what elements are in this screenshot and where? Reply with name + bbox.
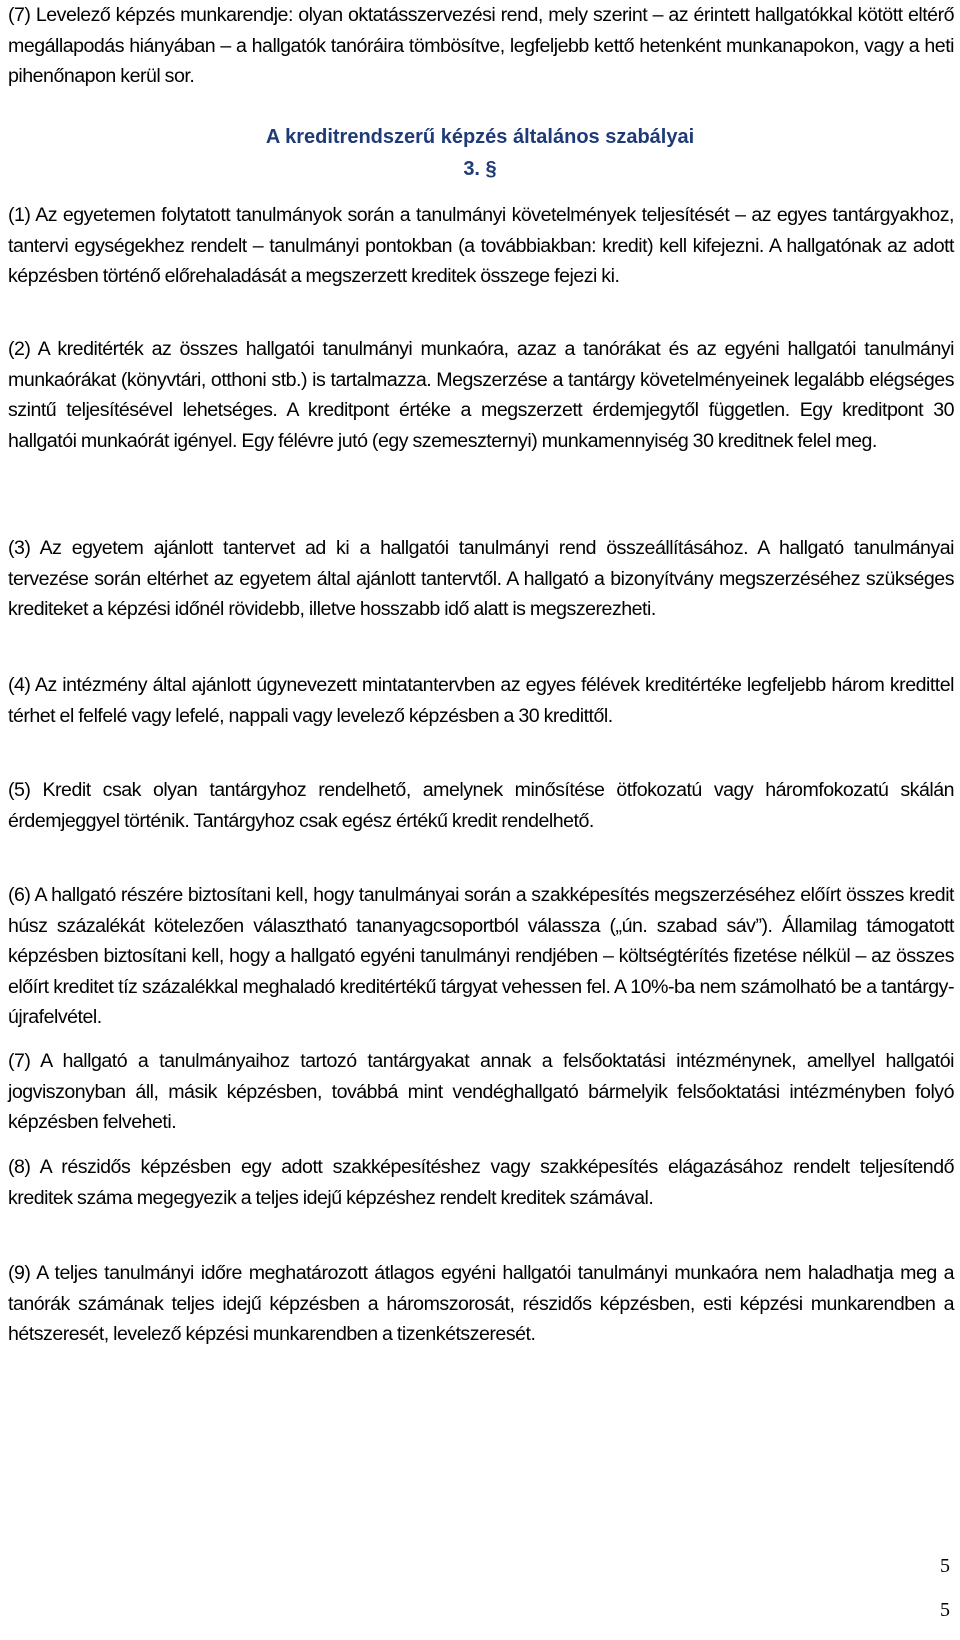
paragraph-8: (8) A részidős képzésben egy adott szakképesítéshez vagy szakképesítés elágazásához rendelt teljesítendő kreditek száma megegyezik a teljes idejű képzéshez rendelt kreditek számával. bbox=[8, 1156, 954, 1209]
section-title: A kreditrendszerű képzés általános szabályai bbox=[265, 126, 695, 148]
paragraph-7: (7) A hallgató a tanulmányaihoz tartozó tantárgyakat annak a felsőoktatási intézménynek, amellyel hallgatói jogviszonyban áll, másik képzésben, továbbá mint vendéghallgató bármelyik felsőoktatási intézményben folyó képzésben felveheti. bbox=[8, 1050, 954, 1134]
paragraph-2: (2) A kreditérték az összes hallgatói tanulmányi munkaóra, azaz a tanórákat és az egyéni hallgatói tanulmányi munkaórákat (könyvtári, otthoni stb.) is tartalmazza. Megszerzése a tantárgy követelményeinek legalább elégséges szintű teljesítésével lehetséges. A kreditpont értéke a megszerzett érdemjegytől független. Egy kreditpont 30 hallgatói munkaórát igényel. Egy félévre jutó (egy szemeszternyi) munkamennyiség 30 kreditnek felel meg. bbox=[8, 338, 954, 452]
paragraph-3: (3) Az egyetem ajánlott tantervet ad ki a hallgatói tanulmányi rend összeállításához. A hallgató tanulmányai tervezése során eltérhet az egyetem által ajánlott tantervtől. A hallgató a bizonyítvány megszerzéséhez szükséges krediteket a képzési időnél rövidebb, illetve hosszabb idő alatt is megszerezheti. bbox=[8, 537, 954, 621]
paragraph-6: (6) A hallgató részére biztosítani kell, hogy tanulmányai során a szakképesítés megszerzéséhez előírt összes kredit húsz százalékát kötelezően választható tananyagcsoportból válassza („ún. szabad sáv”). Államilag támogatott képzésben biztosítani kell, hogy a hallgató egyéni tanulmányi rendjében – költségtérítés fizetése nélkül – az összes előírt kreditet tíz százalékkal meghaladó kreditértékű tárgyat vehessen fel. A 10%-ba nem számolható be a tantárgy-újrafelvétel. bbox=[8, 884, 954, 1029]
paragraph-1: (1) Az egyetemen folytatott tanulmányok során a tanulmányi követelmények teljesítését – az egyes tantárgyakhoz, tantervi egységekhez rendelt – tanulmányi pontokban (a továbbiakban: kredit) kell kifejezni. A hallgatónak az adott képzésben történő előrehaladását a megszerzett kreditek összege fejezi ki. bbox=[8, 204, 954, 288]
intro-paragraph: (7) Levelező képzés munkarendje: olyan oktatásszervezési rend, mely szerint – az érintett hallgatókkal kötött eltérő megállapodás hiányában – a hallgatók tanóráira tömbösítve, legfeljebb kettő hetenként munkanapokon, vagy a heti pihenőnapon kerül sor. bbox=[8, 4, 954, 88]
corner-page-number: 5 bbox=[940, 1599, 950, 1621]
paragraph-5: (5) Kredit csak olyan tantárgyhoz rendelhető, amelynek minősítése ötfokozatú vagy háromfokozatú skálán érdemjeggyel történik. Tantárgyhoz csak egész értékű kredit rendelhető. bbox=[8, 779, 954, 832]
paragraph-4: (4) Az intézmény által ajánlott úgynevezett mintatantervben az egyes félévek kreditértéke legfeljebb három kredittel térhet el felfelé vagy lefelé, nappali vagy levelező képzésben a 30 kredittől. bbox=[8, 674, 954, 727]
section-number: 3. § bbox=[463, 158, 497, 180]
paragraph-9: (9) A teljes tanulmányi időre meghatározott átlagos egyéni hallgatói tanulmányi munkaóra nem haladhatja meg a tanórák számának teljes idejű képzésben a háromszorosát, részidős képzésben, esti képzési munkarendben a hétszeresét, levelező képzési munkarendben a tizenkétszeresét. bbox=[8, 1262, 954, 1346]
page-number: 5 bbox=[940, 1555, 950, 1577]
